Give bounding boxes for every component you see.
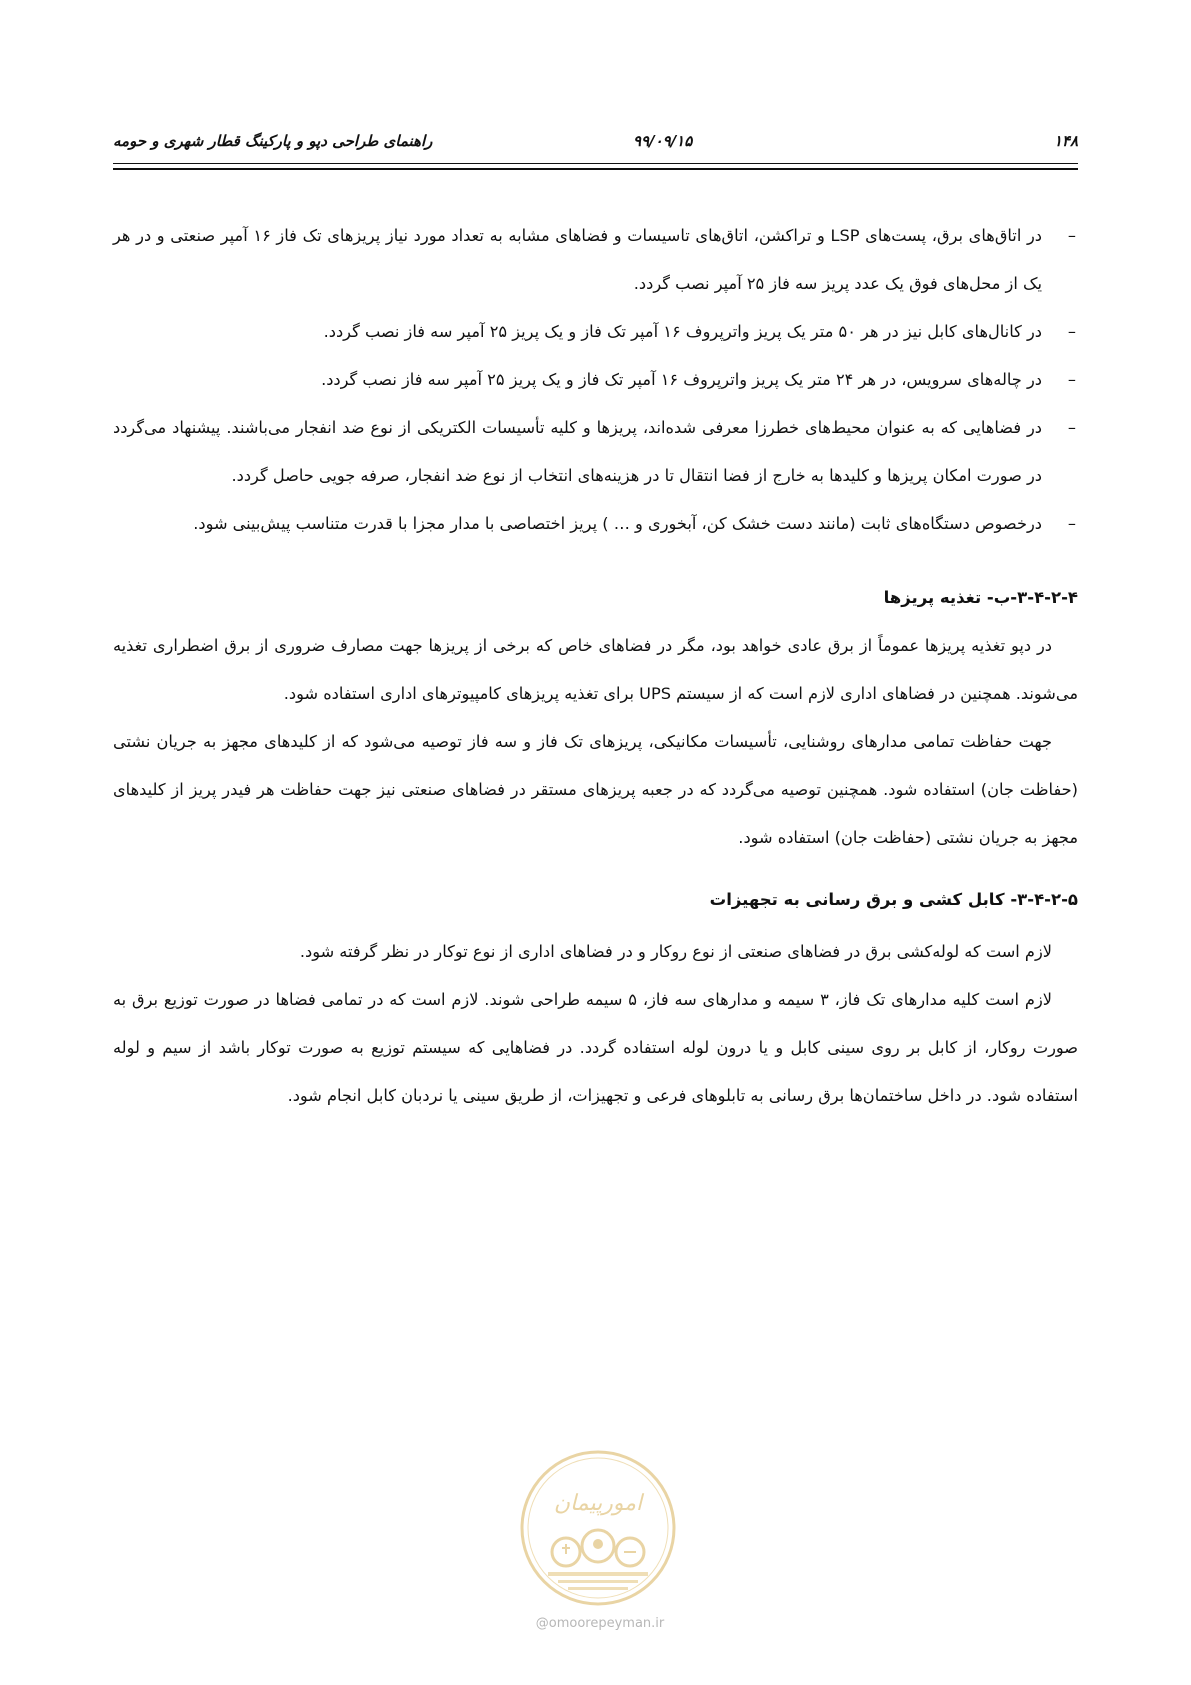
header-divider xyxy=(113,163,1078,170)
bullet-list xyxy=(113,212,1078,548)
paragraph: لازم است که لوله‌کشی برق در فضاهای صنعتی از نوع روکار و در فضاهای اداری از نوع توکار در نظر گرفته شود. xyxy=(299,942,1052,961)
document-date: ۹۹/۰۹/۱۵ xyxy=(633,132,693,150)
bullet-item xyxy=(113,404,1078,500)
section-heading: ۳-۴-۲-۴-ب- تغذیه پریزها xyxy=(883,588,1078,607)
paragraph: جهت حفاظت تمامی مدارهای روشنایی، تأسیسات مکانیکی، پریزهای تک فاز و سه فاز توصیه می‌شود که از کلیدهای مجهز به جریان نشتی (حفاظت جان) استفاده شود. همچنین توصیه می‌گردد که در جعبه پریزهای مستقر در فضاهای صنعتی نیز جهت حفاظت هر فیدر پریز از کلیدهای مجهز به جریان نشتی (حفاظت جان) استفاده شود. xyxy=(113,732,1078,847)
page-header xyxy=(113,128,1078,158)
bullet-text: درخصوص دستگاه‌های ثابت (مانند دست خشک کن، آبخوری و … ) پریز اختصاصی با مدار مجزا با قدرت متناسب پیش‌بینی شود. xyxy=(193,514,1042,533)
paragraph: در دپو تغذیه پریزها عموماً از برق عادی خواهد بود، مگر در فضاهای خاص که برخی از پریزها جهت مصارف ضروری از برق اضطراری تغذیه می‌شوند. همچنین در فضاهای اداری لازم است که از سیستم UPS برای تغذیه پریزهای کامپیوترهای اداری استفاده شود. xyxy=(113,636,1078,703)
bullet-item xyxy=(113,308,1078,356)
bullet-text: در چاله‌های سرویس، در هر ۲۴ متر یک پریز واترپروف ۱۶ آمپر تک فاز و یک پریز ۲۵ آمپر سه فاز نصب گردد. xyxy=(321,370,1042,389)
bullet-item xyxy=(113,356,1078,404)
watermark-logo-icon xyxy=(518,1448,678,1608)
page-content xyxy=(113,212,1078,1120)
bullet-text: در کانال‌های کابل نیز در هر ۵۰ متر یک پریز واترپروف ۱۶ آمپر تک فاز و یک پریز ۲۵ آمپر سه فاز نصب گردد. xyxy=(323,322,1042,341)
section-heading: ۳-۴-۲-۵- کابل کشی و برق رسانی به تجهیزات xyxy=(709,890,1078,909)
document-title: راهنمای طراحی دپو و پارکینگ قطار شهری و حومه xyxy=(113,132,433,150)
bullet-text: در فضاهایی که به عنوان محیط‌های خطرزا معرفی شده‌اند، پریزها و کلیه تأسیسات الکتریکی از نوع ضد انفجار می‌باشند. پیشنهاد می‌گردد در صورت امکان پریزها و کلیدها به خارج از فضا انتقال تا در هزینه‌های انتخاب از نوع ضد انفجار، صرفه جویی حاصل گردد. xyxy=(113,418,1042,485)
bullet-dash: – xyxy=(1067,322,1076,341)
paragraph: لازم است کلیه مدارهای تک فاز، ۳ سیمه و مدارهای سه فاز، ۵ سیمه طراحی شوند. لازم است که در تمامی فضاها در صورت توزیع برق به صورت روکار، از کابل بر روی سینی کابل و یا درون لوله استفاده گردد. در فضاهایی که سیستم توزیع به صورت توکار باشد از سیم و لوله استفاده شود. در داخل ساختمان‌ها برق رسانی به تابلوهای فرعی و تجهیزات، از طریق سینی یا نردبان کابل انجام شود. xyxy=(113,990,1078,1105)
bullet-dash: – xyxy=(1067,418,1076,437)
watermark-logo-text: امورپیمان xyxy=(553,1491,643,1516)
bullet-dash: – xyxy=(1067,514,1076,533)
watermark-url: @omoorepeyman.ir xyxy=(535,1616,665,1631)
bullet-item xyxy=(113,212,1078,308)
bullet-text: در اتاق‌های برق، پست‌های LSP و تراکشن، اتاق‌های تاسیسات و فضاهای مشابه به تعداد مورد نیاز پریزهای تک فاز ۱۶ آمپر صنعتی و در هر یک از محل‌های فوق یک عدد پریز سه فاز ۲۵ آمپر نصب گردد. xyxy=(113,226,1042,293)
page-number: ۱۴۸ xyxy=(1053,132,1078,150)
bullet-dash: – xyxy=(1067,226,1076,245)
bullet-item xyxy=(113,500,1078,548)
bullet-dash: – xyxy=(1067,370,1076,389)
